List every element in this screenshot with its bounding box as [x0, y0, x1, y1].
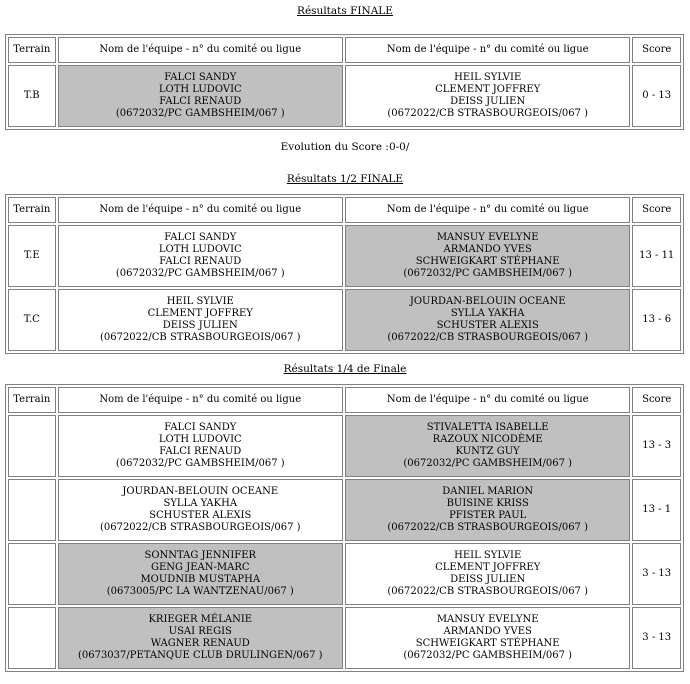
- header-score: Score: [632, 197, 681, 223]
- club-info: (0672032/PC GAMBSHEIM/067 ): [403, 268, 573, 279]
- club-info: (0672032/PC GAMBSHEIM/067 ): [115, 458, 285, 469]
- header-terrain: Terrain: [8, 37, 56, 63]
- player-name: PFISTER PAUL: [449, 510, 527, 521]
- club-info: (0672022/CB STRASBOURGEOIS/067 ): [99, 332, 301, 343]
- club-info: (0672032/PC GAMBSHEIM/067 ): [403, 458, 573, 469]
- table-header-row: [8, 37, 681, 63]
- player-name: FALCI RENAUD: [159, 446, 242, 457]
- club-info: (0672032/PC GAMBSHEIM/067 ): [115, 268, 285, 279]
- terrain-cell: T.B: [8, 65, 56, 127]
- team2-cell: [345, 543, 630, 605]
- table-row: [8, 225, 681, 287]
- section-semi-finale: [0, 154, 690, 354]
- player-name: GENG JEAN-MARC: [151, 562, 250, 573]
- player-name: DANIEL MARION: [442, 486, 534, 497]
- results-table-quarter-finale: [5, 384, 684, 672]
- player-name: FALCI SANDY: [164, 72, 237, 83]
- header-terrain: Terrain: [8, 387, 56, 413]
- team1-cell: [58, 289, 343, 351]
- header-team2: Nom de l'équipe - n° du comité ou ligue: [345, 197, 630, 223]
- team2-cell: [345, 415, 630, 477]
- player-name: SCHUSTER ALEXIS: [436, 320, 539, 331]
- player-name: JOURDAN-BELOUIN OCEANE: [409, 296, 566, 307]
- player-name: SYLLA YAKHA: [450, 308, 525, 319]
- team1-cell: [58, 225, 343, 287]
- score-cell: 3 - 13: [632, 607, 681, 669]
- player-name: FALCI RENAUD: [159, 96, 242, 107]
- table-header-row: [8, 197, 681, 223]
- header-terrain: Terrain: [8, 197, 56, 223]
- player-name: DEISS JULIEN: [450, 96, 526, 107]
- player-name: DEISS JULIEN: [162, 320, 238, 331]
- club-info: (0672022/CB STRASBOURGEOIS/067 ): [387, 586, 588, 597]
- table-row: [8, 65, 681, 127]
- player-name: LOTH LUDOVIC: [158, 434, 242, 445]
- table-row: [8, 289, 681, 351]
- results-table-semi-finale: [5, 194, 684, 354]
- player-name: MANSUY EVELYNE: [436, 232, 539, 243]
- header-team1: Nom de l'équipe - n° du comité ou ligue: [58, 37, 343, 63]
- player-name: MANSUY EVELYNE: [436, 614, 539, 625]
- player-name: STIVALETTA ISABELLE: [426, 422, 549, 433]
- terrain-cell: T.C: [8, 289, 56, 351]
- player-name: USAI REGIS: [168, 626, 232, 637]
- terrain-cell: [8, 543, 56, 605]
- score-evolution: Evolution du Score :0-0/: [280, 141, 410, 153]
- player-name: SCHWEIGKART STÉPHANE: [415, 256, 560, 267]
- section-title: Résultats 1/4 de Finale: [283, 363, 407, 375]
- player-name: HEIL SYLVIE: [166, 296, 234, 307]
- section-title: Résultats 1/2 FINALE: [286, 173, 404, 185]
- player-name: FALCI RENAUD: [159, 256, 242, 267]
- header-score: Score: [632, 387, 681, 413]
- team1-cell: [58, 607, 343, 669]
- terrain-cell: T.E: [8, 225, 56, 287]
- score-cell: 13 - 6: [632, 289, 681, 351]
- results-table-finale: [5, 34, 684, 130]
- player-name: FALCI SANDY: [164, 422, 237, 433]
- player-name: CLEMENT JOFFREY: [435, 562, 541, 573]
- player-name: WAGNER RENAUD: [150, 638, 250, 649]
- player-name: LOTH LUDOVIC: [158, 244, 242, 255]
- table-header-row: [8, 387, 681, 413]
- player-name: RAZOUX NICODÈME: [432, 434, 543, 445]
- table-row: [8, 415, 681, 477]
- player-name: SCHWEIGKART STÉPHANE: [415, 638, 560, 649]
- terrain-cell: [8, 479, 56, 541]
- team1-cell: [58, 65, 343, 127]
- team2-cell: [345, 607, 630, 669]
- player-name: CLEMENT JOFFREY: [435, 84, 541, 95]
- player-name: MOUDNIB MUSTAPHA: [140, 574, 261, 585]
- player-name: FALCI SANDY: [164, 232, 237, 243]
- player-name: CLEMENT JOFFREY: [147, 308, 253, 319]
- header-team1: Nom de l'équipe - n° du comité ou ligue: [58, 197, 343, 223]
- player-name: ARMANDO YVES: [443, 244, 532, 255]
- team1-cell: [58, 415, 343, 477]
- section-quarter-finale: [0, 354, 690, 672]
- table-row: [8, 607, 681, 669]
- team2-cell: [345, 479, 630, 541]
- section-finale: [0, 0, 690, 154]
- club-info: (0672022/CB STRASBOURGEOIS/067 ): [387, 108, 588, 119]
- club-info: (0673005/PC LA WANTZENAU/067 ): [106, 586, 294, 597]
- club-info: (0672022/CB STRASBOURGEOIS/067 ): [387, 332, 588, 343]
- team1-cell: [58, 479, 343, 541]
- club-info: (0672022/CB STRASBOURGEOIS/067 ): [387, 522, 588, 533]
- player-name: HEIL SYLVIE: [454, 550, 522, 561]
- section-title: Résultats FINALE: [297, 5, 393, 17]
- score-cell: 13 - 11: [632, 225, 681, 287]
- player-name: BUISINE KRISS: [446, 498, 529, 509]
- player-name: HEIL SYLVIE: [454, 72, 522, 83]
- score-cell: 0 - 13: [632, 65, 681, 127]
- player-name: SYLLA YAKHA: [163, 498, 238, 509]
- terrain-cell: [8, 415, 56, 477]
- team2-cell: [345, 65, 630, 127]
- player-name: DEISS JULIEN: [450, 574, 526, 585]
- team2-cell: [345, 225, 630, 287]
- player-name: SCHUSTER ALEXIS: [149, 510, 252, 521]
- header-team2: Nom de l'équipe - n° du comité ou ligue: [345, 37, 630, 63]
- score-cell: 3 - 13: [632, 543, 681, 605]
- terrain-cell: [8, 607, 56, 669]
- club-info: (0673037/PETANQUE CLUB DRULINGEN/067 ): [77, 650, 323, 661]
- team2-cell: [345, 289, 630, 351]
- club-info: (0672032/PC GAMBSHEIM/067 ): [115, 108, 285, 119]
- player-name: KRIEGER MÉLANIE: [148, 614, 253, 625]
- player-name: LOTH LUDOVIC: [158, 84, 242, 95]
- player-name: JOURDAN-BELOUIN OCEANE: [122, 486, 279, 497]
- player-name: KUNTZ GUY: [455, 446, 520, 457]
- team1-cell: [58, 543, 343, 605]
- table-row: [8, 543, 681, 605]
- header-score: Score: [632, 37, 681, 63]
- score-cell: 13 - 3: [632, 415, 681, 477]
- score-cell: 13 - 1: [632, 479, 681, 541]
- club-info: (0672032/PC GAMBSHEIM/067 ): [403, 650, 573, 661]
- header-team1: Nom de l'équipe - n° du comité ou ligue: [58, 387, 343, 413]
- table-row: [8, 479, 681, 541]
- player-name: ARMANDO YVES: [443, 626, 532, 637]
- player-name: SONNTAG JENNIFER: [144, 550, 257, 561]
- club-info: (0672022/CB STRASBOURGEOIS/067 ): [99, 522, 301, 533]
- header-team2: Nom de l'équipe - n° du comité ou ligue: [345, 387, 630, 413]
